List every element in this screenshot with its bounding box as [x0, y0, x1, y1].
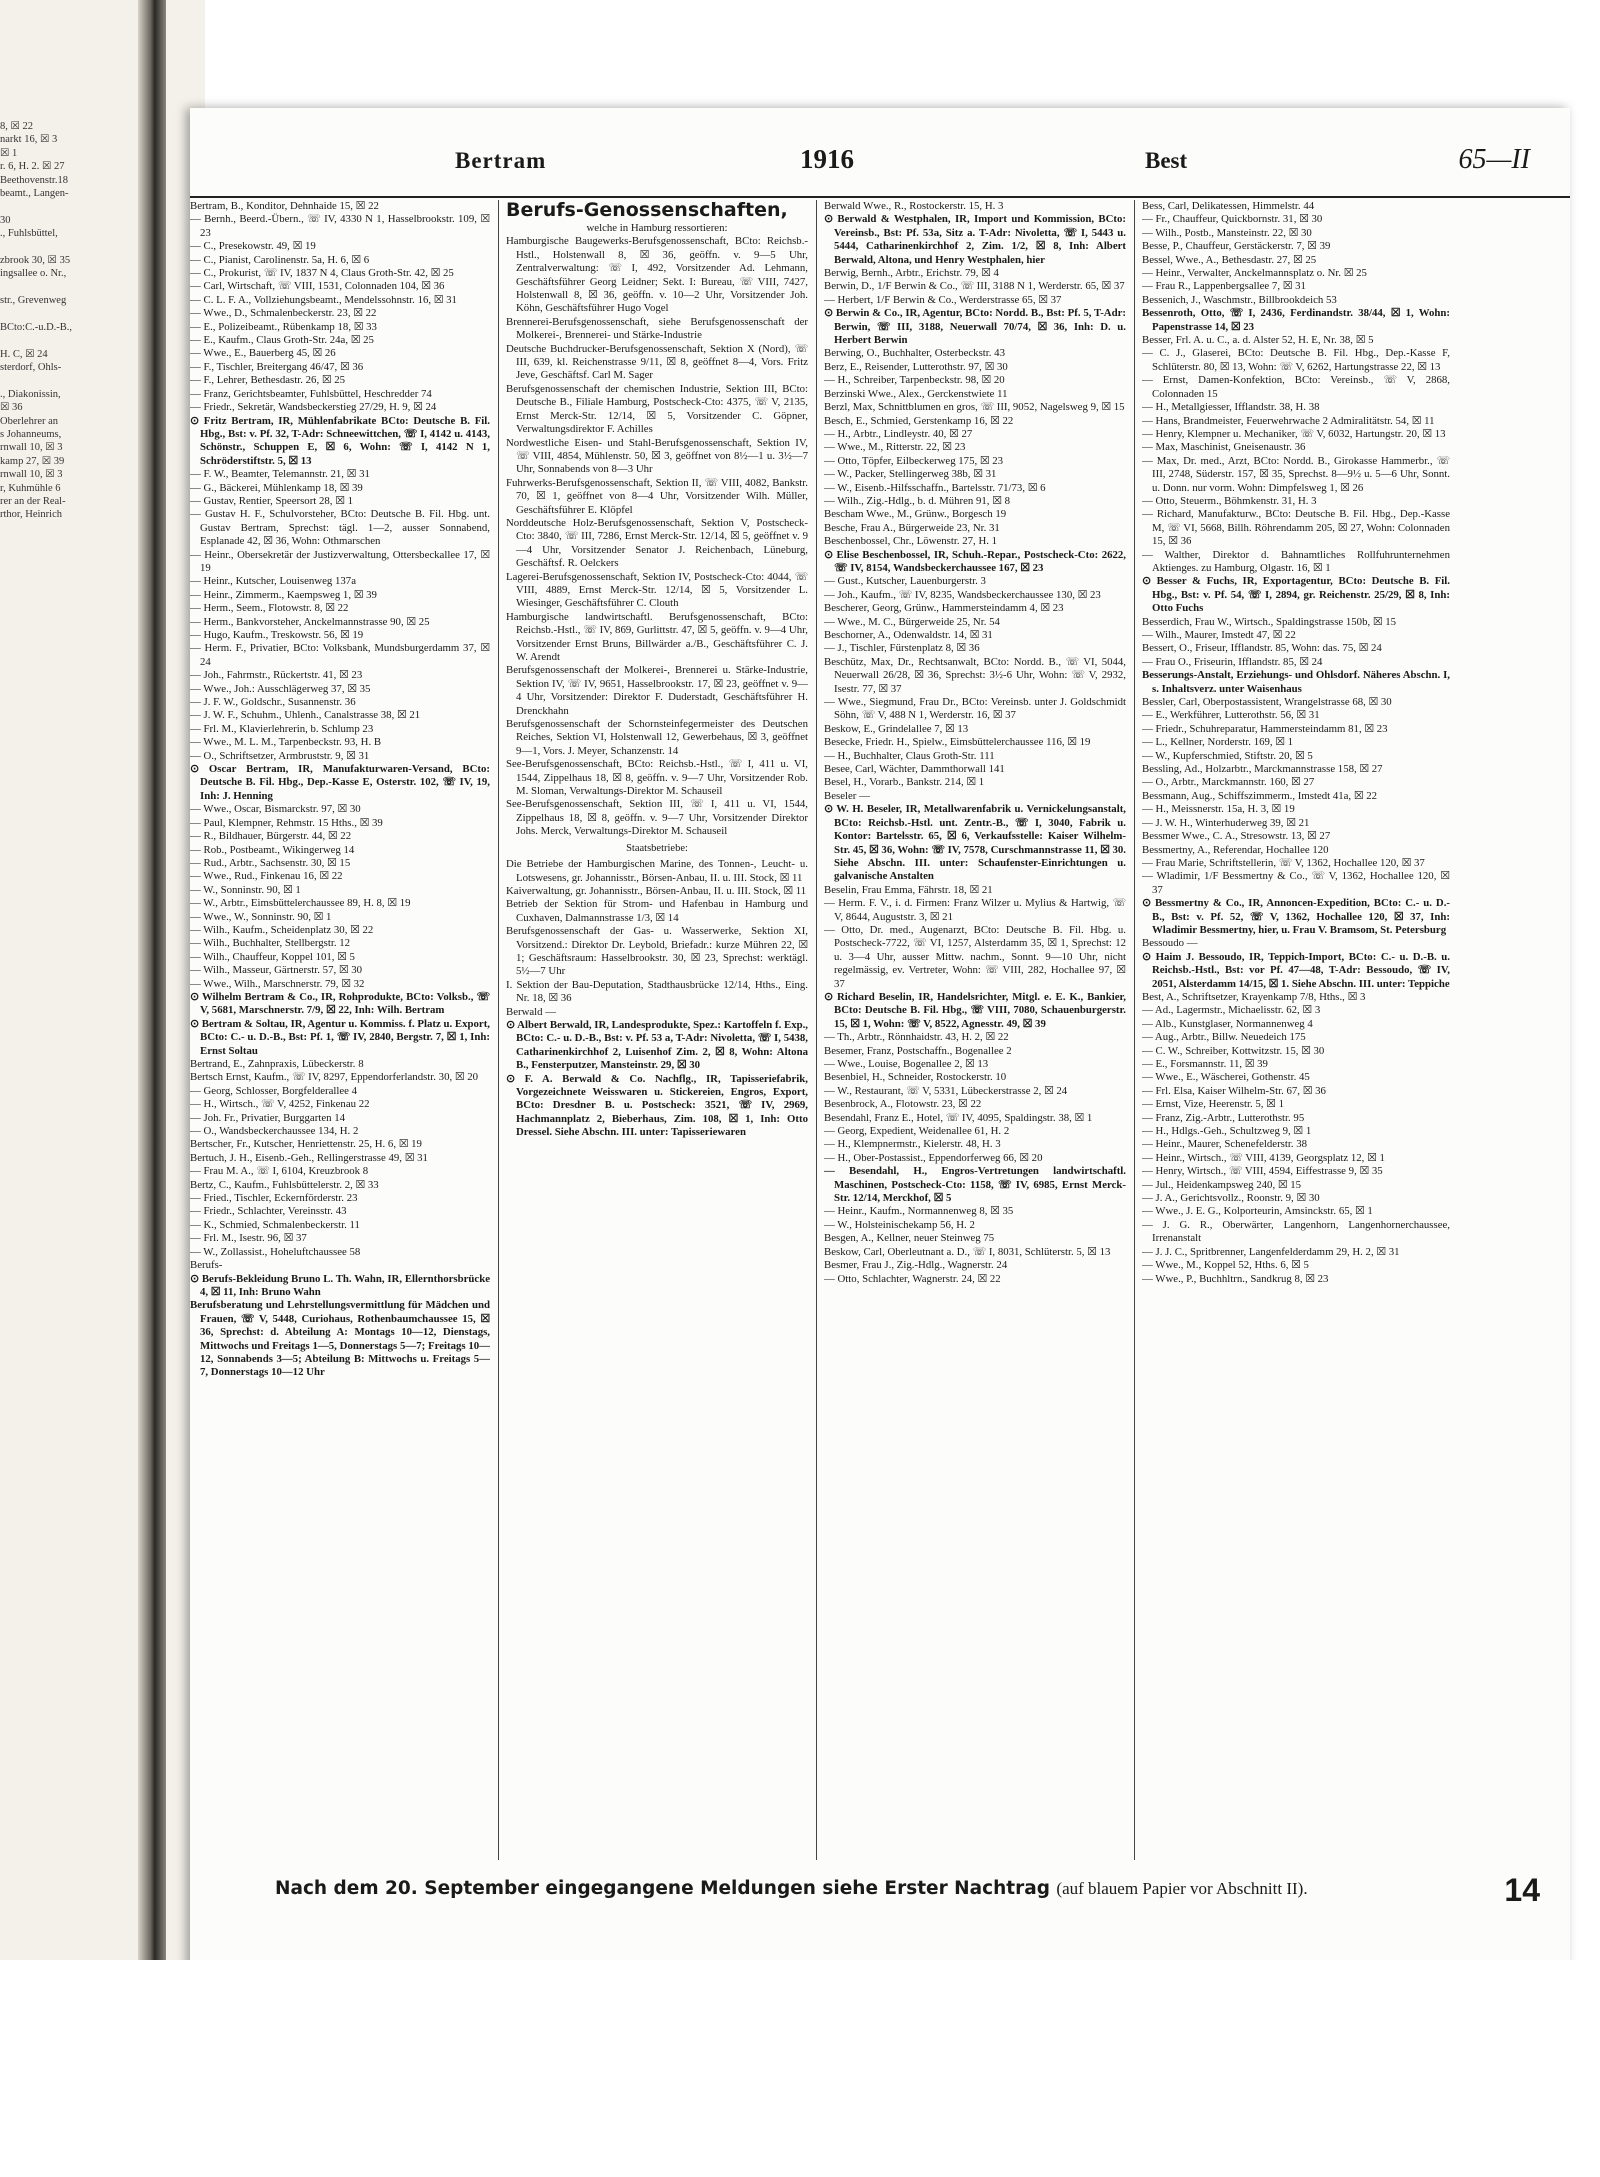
- directory-entry: — E., Werkführer, Lutterothstr. 56, ☒ 31: [1142, 709, 1320, 722]
- directory-entry: Lagerei-Berufsgenossenschaft, Sektion IV, Postscheck-Cto: 4044, ☏ VIII, 4889, Ernst Merck-Str. 12/14, ☒ 5, Vorsitzender L. Wiesinger, Geschäftsführer C. Clouth: [506, 570, 808, 610]
- directory-entry: Hamburgische landwirtschaftl. Berufsgenossenschaft, BCto: Reichsb.-Hstl., ☏ IV, 869, Gurlittstr. 47, ☒ 5, geöffn. v. 9—4 Uhr, Vorsitzender Ernst Bruns, Billwärder a./B., Geschäftsführer C. J. W. Arendt: [506, 610, 808, 663]
- left-page-line: [0, 200, 135, 213]
- directory-entry: — Herbert, 1/F Berwin & Co., Werderstrasse 65, ☒ 37: [824, 293, 1062, 306]
- directory-entry: — Wwe., Wilh., Marschnerstr. 79, ☒ 32: [190, 977, 365, 990]
- directory-entry: — C. J., Glaserei, BCto: Deutsche B. Fil. Hbg., Dep.-Kasse F, Schlüterstr. 80, ☒ 13, Wohn: ☏ V, 6262, Hartungstrasse 22, ☒ 13: [1142, 347, 1450, 373]
- directory-entry: — Herm. F. V., i. d. Firmen: Franz Wilzer u. Mylius & Hartwig, ☏ V, 8644, Auguststr. 3, ☒ 21: [824, 897, 1126, 923]
- left-page-line: [0, 307, 135, 320]
- directory-entry: — Besendahl, H., Engros-Vertretungen landwirtschaftl. Maschinen, Postscheck-Cto: 1158, ☏ IV, 6985, Ernst Merck-Str. 12/14, Merckhof, ☒ 5: [824, 1165, 1126, 1205]
- directory-entry: — Gustav H. F., Schulvorsteher, BCto: Deutsche B. Fil. Hbg. unt. Gustav Bertram, Sprechst: tägl. 1—2, ausser Sonnabend, Esplanade 42, ☒ 36, Wohn: Othmarschen: [190, 508, 490, 548]
- directory-entry: — Wwe., M. C., Bürgerweide 25, Nr. 54: [824, 615, 1000, 628]
- directory-entry: — F., Tischler, Breitergang 46/47, ☒ 36: [190, 360, 364, 373]
- directory-entry: — Otto, Dr. med., Augenarzt, BCto: Deutsche B. Fil. Hbg. u. Postscheck-7722, ☏ VI, 1257, Alsterdamm 35, ☒ 1, Sprechst: 12 u. 3—4 Uhr, ausser Mittw. nachm., Sonnt. 9—10 Uhr, nicht regelmässig, ev. Vertreter, Wohn: ☏ VIII, 282, Hochallee 97, ☒ 37: [824, 923, 1126, 990]
- directory-entry: ⊙ Wilhelm Bertram & Co., IR, Rohprodukte, BCto: Volksb., ☏ V, 5681, Marschnerstr. 7/9, ☒ 22, Inh: Wilh. Bertram: [190, 990, 490, 1017]
- directory-entry: — C., Prokurist, ☏ IV, 1837 N 4, Claus Groth-Str. 42, ☒ 25: [190, 267, 454, 280]
- directory-entry: — W., Zollassist., Hoheluftchaussee 58: [190, 1245, 361, 1258]
- directory-entry: Bessmertny, A., Referendar, Hochallee 120: [1142, 843, 1329, 856]
- directory-entry: — H., Metallgiesser, Ifflandstr. 38, H. 38: [1142, 401, 1320, 414]
- directory-entry: — Heinr., Kutscher, Louisenweg 137a: [190, 575, 356, 588]
- section-subtitle: welche in Hamburg ressortieren:: [586, 222, 728, 234]
- directory-entry: Besch, E., Schmied, Gerstenkamp 16, ☒ 22: [824, 414, 1014, 427]
- directory-entry: ⊙ Berwald & Westphalen, IR, Import und Kommission, BCto: Vereinsb., Bst: Pf. 53a, Sitz a. T-Adr: Nivoletta, ☏ I, 5443 u. 5444, Catharinenkirchhof 2, Zim. 1/2, ☒ 8, Inh: Albert Berwald, Altona, und Henry Westphalen, hier: [824, 213, 1126, 266]
- supplement-note: [275, 1878, 1308, 1899]
- directory-entry: — Wwe., M., Koppel 52, Hths. 6, ☒ 5: [1142, 1259, 1309, 1272]
- directory-entry: Hamburgische Baugewerks-Berufsgenossenschaft, BCto: Reichsb.-Hstl., Holstenwall 8, ☒ 36, geöffn. v. 9—5 Uhr, Zentralverwaltung: ☏ I, 492, Vorsitzender Ad. Lehmann, Geschäftsführer Georg Leidner; Sekt. I: Bureau, ☏ VIII, 7427, Holstenwall 8, ☒ 36, geöffn. v. 10—2 Uhr, Vorsitzender Joh. Köhn, Geschäftsführer Hugo Vogel: [506, 235, 808, 315]
- column-2-entries: [506, 235, 808, 1139]
- directory-entry: See-Berufsgenossenschaft, Sektion III, ☏ I, 411 u. VI, 1544, Zippelhaus 18, ☒ 8, geöffn. v. 9—7 Uhr, Vorsitzender Direktor Johs. Merck, Verwaltungs-Direktor M. Schauseil: [506, 798, 808, 838]
- directory-entry: — H., Ober-Postassist., Eppendorferweg 66, ☒ 20: [824, 1151, 1043, 1164]
- directory-entry: — Herm., Bankvorsteher, Anckelmannstrasse 90, ☒ 25: [190, 615, 430, 628]
- directory-entry: Beskow, E., Grindelallee 7, ☒ 13: [824, 722, 969, 735]
- directory-entry: ⊙ F. A. Berwald & Co. Nachflg., IR, Tapisseriefabrik, Vorgezeichnete Weisswaren u. Stickereien, Engros, Export, BCto: Dresdner B. u. Postscheck: 3521, ☏ IV, 2969, Hachmannplatz 2, Bieberhaus, Zim. 108, ☒ 1, Inh: Otto Dressel. Siehe Abschn. III. unter: Tapisseriewaren: [506, 1072, 808, 1139]
- header-year: 1916: [800, 144, 854, 174]
- left-page-line: ☒ 36: [0, 402, 23, 414]
- column-1: [190, 200, 490, 1860]
- directory-entry: — Rob., Postbeamt., Wikingerweg 14: [190, 843, 355, 856]
- directory-entry: Kaiverwaltung, gr. Johannisstr., Börsen-Anbau, II. u. III. Stock, ☒ 11: [506, 884, 807, 897]
- directory-entry: — Joh., Kaufm., ☏ IV, 8235, Wandsbeckerchaussee 130, ☒ 23: [824, 588, 1101, 601]
- directory-entry: Berwald —: [506, 1005, 557, 1018]
- directory-entry: — Joh., Fahrmstr., Rückertstr. 41, ☒ 23: [190, 669, 363, 682]
- directory-entry: — H., Klempnermstr., Kielerstr. 48, H. 3: [824, 1138, 1001, 1151]
- directory-entry: Berufsgenossenschaft der Schornsteinfegermeister des Deutschen Reiches, Sektion VI, Holstenwall 12, Gewerbehaus, ☒ 3, geöffnet 9—1, Vors. J. Meyer, Schanzenstr. 14: [506, 718, 808, 757]
- directory-entry: — Henry, Klempner u. Mechaniker, ☏ V, 6032, Hartungstr. 20, ☒ 13: [1142, 427, 1446, 440]
- directory-entry: — Hugo, Kaufm., Treskowstr. 56, ☒ 19: [190, 629, 364, 641]
- directory-entry: Die Betriebe der Hamburgischen Marine, des Tonnen-, Leucht- u. Lotswesens, gr. Johannisstr., Börsen-Anbau, II. u. III. Stock, ☒ 11: [506, 858, 808, 884]
- directory-entry: Besgen, A., Kellner, neuer Steinweg 75: [824, 1232, 995, 1245]
- directory-entry: — E., Polizeibeamt., Rübenkamp 18, ☒ 33: [190, 320, 377, 333]
- directory-entry: Brennerei-Berufsgenossenschaft, siehe Berufsgenossenschaft der Molkerei-, Brennerei- und Stärke-Industrie: [506, 315, 808, 342]
- directory-entry: ⊙ Berufs-Bekleidung Bruno L. Th. Wahn, IR, Ellernthorsbrücke 4, ☒ 11, Inh: Bruno Wahn: [190, 1272, 490, 1298]
- directory-entry: Berwald Wwe., R., Rostockerstr. 15, H. 3: [824, 200, 1004, 212]
- directory-entry: — C. L. F. A., Vollziehungsbeamt., Mendelssohnstr. 16, ☒ 31: [190, 293, 457, 306]
- directory-entry: — O., Arbtr., Marckmannstr. 160, ☒ 27: [1142, 776, 1315, 789]
- directory-entry: — W., Arbtr., Eimsbüttelerchaussee 89, H. 8, ☒ 19: [190, 897, 411, 910]
- directory-entry: — Frau M. A., ☏ I, 6104, Kreuzbrook 8: [190, 1165, 369, 1178]
- directory-entry: — Wwe., Oscar, Bismarckstr. 97, ☒ 30: [190, 803, 361, 816]
- left-page-line: Oberlehrer an: [0, 415, 59, 427]
- directory-entry: — Frl. M., Klavierlehrerin, b. Schlump 23: [190, 722, 374, 735]
- directory-entry: Berz, E., Reisender, Lutterothstr. 97, ☒ 30: [824, 360, 1008, 373]
- directory-entry: ⊙ Elise Beschenbossel, IR, Schuh.-Repar., Postscheck-Cto: 2622, ☏ IV, 8154, Wandsbeckerchaussee 167, ☒ 23: [824, 548, 1126, 574]
- directory-entry: — Heinr., Zimmerm., Kaempsweg 1, ☒ 39: [190, 588, 377, 601]
- page-header: [190, 144, 1570, 188]
- directory-entry: Bertscher, Fr., Kutscher, Henriettenstr. 25, H. 6, ☒ 19: [190, 1138, 422, 1151]
- directory-entry: Besserdich, Frau W., Wirtsch., Spaldingstrasse 150b, ☒ 15: [1142, 615, 1397, 628]
- directory-entry: — Frau Marie, Schriftstellerin, ☏ V, 1362, Hochallee 120, ☒ 37: [1142, 856, 1425, 869]
- directory-entry: — W., Kupferschmied, Stiftstr. 20, ☒ 5: [1142, 749, 1313, 762]
- directory-entry: — Frau R., Lappenbergsallee 7, ☒ 31: [1142, 280, 1306, 293]
- gutter-shadow: [138, 0, 166, 1960]
- directory-entry: — Gust., Kutscher, Lauenburgerstr. 3: [824, 575, 986, 588]
- directory-entry: — W., Holsteinischekamp 56, H. 2: [824, 1218, 975, 1231]
- left-page-line: 30: [0, 214, 11, 226]
- columns: [190, 200, 1570, 1860]
- directory-entry: — Heinr., Maurer, Schenefelderstr. 38: [1142, 1138, 1308, 1151]
- directory-entry: Beschenbossel, Chr., Löwenstr. 27, H. 1: [824, 535, 998, 548]
- directory-entry: — K., Schmied, Schmalenbeckerstr. 11: [190, 1218, 360, 1231]
- directory-entry: ⊙ Fritz Bertram, IR, Mühlenfabrikate BCto: Deutsche B. Fil. Hbg., Bst: v. Pf. 32, T-Adr: Schneewittchen, ☏ I, 4142 u. 4143, Schönstr., Schuppen E, ☒ 6, Wohn: ☏ I, 4142 N 1, Schröderstiftstr. 5, ☒ 13: [190, 414, 490, 467]
- directory-entry: Norddeutsche Holz-Berufsgenossenschaft, Sektion V, Postscheck-Cto: 3840, ☏ III, 7286, Ernst Merck-Str. 12/14, ☒ 5, geöffnet v. 9—4 Uhr, Vorsitzender Senator J. Reichenbach, Lüneburg, Geschäftsf. R. Oelckers: [506, 516, 808, 570]
- directory-entry: — Franz, Gerichtsbeamter, Fuhlsbüttel, Heschredder 74: [190, 387, 432, 400]
- left-page-line: r. 6, H. 2. ☒ 27: [0, 161, 65, 173]
- directory-entry: — Wilh., Maurer, Imstedt 47, ☒ 22: [1142, 629, 1296, 641]
- left-page-line: H. C, ☒ 24: [0, 348, 48, 360]
- directory-entry: Berufsgenossenschaft der Molkerei-, Brennerei u. Stärke-Industrie, Sektion IV, ☏ IV, 9651, Hasselbrookstr. 17, ☒ 23, geöffnet v. 9—4 Uhr, Vorsitzender: Direktor F. Duderstadt, Geschäftsführer H. Drenckhahn: [506, 664, 808, 717]
- directory-entry: — H., Arbtr., Lindleystr. 40, ☒ 27: [824, 427, 973, 440]
- directory-entry: — Wwe., P., Buchhltrn., Sandkrug 8, ☒ 23: [1142, 1272, 1329, 1285]
- directory-entry: — Wwe., D., Schmalenbeckerstr. 23, ☒ 22: [190, 307, 377, 320]
- directory-entry: — Heinr., Verwalter, Anckelmannsplatz o. Nr. ☒ 25: [1142, 267, 1367, 280]
- directory-entry: Bertram, B., Konditor, Dehnhaide 15, ☒ 22: [190, 200, 379, 212]
- directory-entry: — H., Meissnerstr. 15a, H. 3, ☒ 19: [1142, 803, 1295, 816]
- directory-entry: Berufsgenossenschaft der Gas- u. Wasserwerke, Sektion XI, Vorsitzend.: Direktor Dr. Leybold, Briefadr.: kurze Mühren 22, ☒ 1; Geschäftsraum: Hasselbrookstr. 30, ☒ 23, Sprechst: werktägl. 5½—7 Uhr: [506, 925, 808, 978]
- directory-entry: — Ernst, Damen-Konfektion, BCto: Vereinsb., ☏ V, 2868, Colonnaden 15: [1142, 374, 1450, 400]
- directory-entry: — H., Schreiber, Tarpenbeckstr. 98, ☒ 20: [824, 374, 1005, 387]
- directory-entry: — Friedr., Schuhreparatur, Hammersteindamm 81, ☒ 23: [1142, 722, 1388, 735]
- directory-entry: — Friedr., Sekretär, Wandsbeckerstieg 27/29, H. 9, ☒ 24: [190, 401, 437, 414]
- directory-entry: Besmer, Frau J., Zig.-Hdlg., Wagnerstr. 24: [824, 1259, 1008, 1272]
- directory-entry: Beselin, Frau Emma, Fährstr. 18, ☒ 21: [824, 883, 993, 896]
- directory-entry: Besecke, Friedr. H., Spielw., Eimsbüttelerchaussee 116, ☒ 19: [824, 736, 1091, 749]
- directory-entry: Beschorner, A., Odenwaldstr. 14, ☒ 31: [824, 629, 993, 641]
- directory-entry: — W., Eisenb.-Hilfsschaffn., Bartelsstr. 71/73, ☒ 6: [824, 481, 1046, 494]
- directory-entry: — Fr., Chauffeur, Quickbornstr. 31, ☒ 30: [1142, 213, 1323, 226]
- directory-entry: — C., Presekowstr. 49, ☒ 19: [190, 240, 316, 253]
- left-page-line: sterdorf, Ohls-: [0, 362, 62, 374]
- left-page-line: r, Kuhmühle 6: [0, 482, 61, 494]
- directory-entry: — Wwe., E., Wäscherei, Gothenstr. 45: [1142, 1071, 1310, 1084]
- directory-entry: — L., Kellner, Norderstr. 169, ☒ 1: [1142, 736, 1294, 749]
- left-page-line: zbrook 30, ☒ 35: [0, 254, 71, 266]
- directory-entry: — Otto, Steuerm., Böhmkenstr. 31, H. 3: [1142, 494, 1317, 507]
- directory-entry: — Wwe., W., Sonninstr. 90, ☒ 1: [190, 910, 332, 923]
- directory-entry: Besserungs-Anstalt, Erziehungs- und Ohlsdorf. Näheres Abschn. I, s. Inhaltsverz. unter Waisenhaus: [1142, 669, 1450, 695]
- left-page-line: BCto:C.-u.D.-B.,: [0, 321, 73, 333]
- directory-entry: — C., Pianist, Carolinenstr. 5a, H. 6, ☒ 6: [190, 253, 370, 266]
- directory-entry: Beschütz, Max, Dr., Rechtsanwalt, BCto: Nordd. B., ☏ VI, 5044, Neuerwall 26/28, ☒ 36, Sprechst: 3½-6 Uhr, Wohn: ☏ V, 2932, Isestr. 77, ☒ 37: [824, 655, 1126, 695]
- directory-entry: — E., Forsmannstr. 11, ☒ 39: [1142, 1058, 1268, 1070]
- left-page-line: ingsallee o. Nr.,: [0, 268, 67, 280]
- header-left-word: Bertram: [455, 148, 547, 173]
- left-page-line: ., Diakonissin,: [0, 388, 61, 400]
- directory-entry: ⊙ Oscar Bertram, IR, Manufakturwaren-Versand, BCto: Deutsche B. Fil. Hbg., Dep.-Kasse E, Osterstr. 102, ☏ IV, 19, Inh: J. Henning: [190, 763, 490, 802]
- directory-entry: — Fried., Tischler, Eckernförderstr. 23: [190, 1192, 358, 1205]
- directory-entry: — J. F. W., Goldschr., Susannenstr. 36: [190, 696, 356, 709]
- left-page-line: [0, 281, 135, 294]
- directory-entry: — Wwe., E., Bauerberg 45, ☒ 26: [190, 347, 336, 360]
- left-page-line: [0, 334, 135, 347]
- directory-entry: ⊙ Richard Beselin, IR, Handelsrichter, Mitgl. e. E. K., Bankier, BCto: Deutsche B. Fil. Hbg., ☏ VIII, 7080, Schauenburgerstr. 15, ☒ 1, Wohn: ☏ V, 8522, Agnesstr. 49, ☒ 39: [824, 990, 1126, 1030]
- directory-entry: — Hans, Brandmeister, Feuerwehrwache 2 Admiralitätstr. 54, ☒ 11: [1142, 414, 1435, 427]
- directory-entry: Besser, Frl. A. u. C., a. d. Alster 52, H. E, Nr. 38, ☒ 5: [1142, 334, 1374, 347]
- directory-entry: Fuhrwerks-Berufsgenossenschaft, Sektion II, ☏ VIII, 4082, Bankstr. 70, ☒ 1, geöffnet von 8—4 Uhr, Vorsitzender Wilh. Müller, Geschäftsführer E. Klöpfel: [506, 476, 808, 516]
- directory-entry: Betrieb der Sektion für Strom- und Hafenbau in Hamburg und Cuxhaven, Dalmannstrasse 1/3, ☒ 14: [506, 898, 808, 924]
- directory-entry: — Richard, Manufakturw., BCto: Deutsche B. Fil. Hbg., Dep.-Kasse M, ☏ VI, 5668, Billh. Röhrendamm 205, ☒ 27, Wohn: Colonnaden 15, ☒ 36: [1142, 508, 1450, 548]
- directory-entry: — Wilh., Masseur, Gärtnerstr. 57, ☒ 30: [190, 964, 363, 977]
- directory-entry: Beseler —: [824, 789, 870, 802]
- directory-entry: — Max, Dr. med., Arzt, BCto: Nordd. B., Girokasse Hammerbr., ☏ III, 2748, Süderstr. 157, ☒ 35, Sprechst. 8—9½ u. 5—6 Uhr, Sonnt. u. Donn. nur vorm. Wohn: Dimpfelsweg 1, ☒ 26: [1142, 454, 1450, 494]
- directory-entry: — Wilh., Chauffeur, Koppel 101, ☒ 5: [190, 950, 355, 963]
- directory-entry: ⊙ Bertram & Soltau, IR, Agentur u. Kommiss. f. Platz u. Export, BCto: C.- u. D.-B., Bst: Pf. 1, ☏ IV, 2840, Bergstr. 7, ☒ 1, Inh: Ernst Soltau: [190, 1017, 490, 1057]
- directory-entry: — Herm. F., Privatier, BCto: Volksbank, Mundsburgerdamm 37, ☒ 24: [190, 642, 490, 668]
- directory-entry: — H., Buchhalter, Claus Groth-Str. 111: [824, 749, 995, 762]
- directory-entry: — R., Bildhauer, Bürgerstr. 44, ☒ 22: [190, 830, 352, 843]
- directory-entry: Beskow, Carl, Oberleutnant a. D., ☏ I, 8031, Schlüterstr. 5, ☒ 13: [824, 1245, 1111, 1258]
- directory-page: [190, 108, 1570, 2008]
- directory-entry: — Wwe., Rud., Finkenau 16, ☒ 22: [190, 870, 343, 883]
- directory-entry: Bessenich, J., Waschmstr., Billbrookdeich 53: [1142, 293, 1337, 306]
- directory-entry: Bescherer, Georg, Grünw., Hammersteindamm 4, ☒ 23: [824, 602, 1064, 615]
- left-page-line: rnwall 10, ☒ 3: [0, 442, 63, 454]
- directory-entry: — Th., Arbtr., Rönnhaidstr. 43, H. 2, ☒ 22: [824, 1031, 1009, 1044]
- directory-entry: ⊙ Albert Berwald, IR, Landesprodukte, Spez.: Kartoffeln f. Exp., BCto: C.- u. D.-B., Bst: v. Pf. 53 a, T-Adr: Nivoletta, ☏ I, 5438, Catharinenkirchhof 2, Luisenhof Zim. 2, ☒ 8, Wohn: Altona B., Fensterputzer, Mansteinstr. 29, ☒ 30: [506, 1018, 808, 1072]
- directory-entry: — Franz, Zig.-Arbtr., Lutterothstr. 95: [1142, 1111, 1305, 1124]
- directory-entry: — Wwe., Siegmund, Frau Dr., BCto: Vereinsb. unter J. Goldschmidt Söhn, ☏ V, 488 N 1, Werderstr. 16, ☒ 37: [824, 696, 1126, 722]
- directory-entry: — J. G. R., Oberwärter, Langenhorn, Langenhornerchaussee, Irrenanstalt: [1142, 1218, 1450, 1245]
- directory-entry: — Aug., Arbtr., Billw. Neuedeich 175: [1142, 1031, 1306, 1044]
- directory-entry: Besemer, Franz, Postschaffn., Bogenallee 2: [824, 1044, 1012, 1057]
- directory-entry: ⊙ Haim J. Bessoudo, IR, Teppich-Import, BCto: C.- u. D.-B. u. Reichsb.-Hstl., Bst: vor Pf. 47—48, T-Adr: Bessoudo, ☏ IV, 2051, Alsterdamm 14/15, ☒ 1. Siehe Abschn. III. unter: Teppiche: [1142, 950, 1450, 990]
- left-page-text: [0, 120, 135, 522]
- directory-entry: — J. W. H., Winterhuderweg 39, ☒ 21: [1142, 816, 1310, 829]
- directory-entry: — E., Kaufm., Claus Groth-Str. 24a, ☒ 25: [190, 334, 374, 347]
- page-footer: [190, 1872, 1570, 1918]
- directory-entry: — Rud., Arbtr., Sachsenstr. 30, ☒ 15: [190, 856, 351, 869]
- supplement-note-bold: Nach dem 20. September eingegangene Meldungen siehe Erster Nachtrag: [275, 1878, 1050, 1899]
- left-page-line: rer an der Real-: [0, 495, 66, 507]
- column-4: [1142, 200, 1450, 1860]
- directory-entry: — Frl. Elsa, Kaiser Wilhelm-Str. 67, ☒ 36: [1142, 1084, 1326, 1097]
- directory-entry: — Heinr., Wirtsch., ☏ VIII, 4139, Georgsplatz 12, ☒ 1: [1142, 1151, 1385, 1164]
- left-page-line: narkt 16, ☒ 3: [0, 134, 58, 146]
- directory-entry: Berzl, Max, Schnittblumen en gros, ☏ III, 9052, Nagelsweg 9, ☒ 15: [824, 401, 1125, 414]
- directory-entry: — H., Hdlgs.-Geh., Schultzweg 9, ☒ 1: [1142, 1125, 1312, 1138]
- directory-entry: — C. W., Schreiber, Kottwitzstr. 15, ☒ 30: [1142, 1044, 1325, 1057]
- directory-entry: — Heinr., Kaufm., Normannenweg 8, ☒ 35: [824, 1205, 1014, 1218]
- left-page-line: ., Fuhlsbüttel,: [0, 228, 58, 240]
- directory-entry: Berzinski Wwe., Alex., Gerckenstwiete 11: [824, 387, 1008, 400]
- directory-entry: Bessling, Ad., Holzarbtr., Marckmannstrasse 158, ☒ 27: [1142, 763, 1383, 776]
- directory-entry: — Alb., Kunstglaser, Normannenweg 4: [1142, 1017, 1313, 1030]
- directory-entry: — O., Schriftsetzer, Armbruststr. 9, ☒ 31: [190, 749, 370, 762]
- directory-entry: Bess, Carl, Delikatessen, Himmelstr. 44: [1142, 200, 1315, 212]
- supplement-note-plain: (auf blauem Papier vor Abschnitt II).: [1056, 1879, 1308, 1898]
- directory-entry: — F. W., Beamter, Telemannstr. 21, ☒ 31: [190, 468, 370, 481]
- directory-entry: — Frau O., Friseurin, Ifflandstr. 85, ☒ 24: [1142, 655, 1323, 668]
- directory-entry: Besenbiel, H., Schneider, Rostockerstr. 10: [824, 1071, 1007, 1084]
- directory-entry: Berufsberatung und Lehrstellungsvermittlung für Mädchen und Frauen, ☏ V, 5448, Curiohaus, Rothenbaumchaussee 15, ☒ 36, Sprechst: d. Abteilung A: Montags 10—12, Dienstags, Mittwochs und Freitags 1—5, Donnerstags 5—7; Freitags 10—12, Sonnabends 3—5; Abteilung B: Mittwochs u. Freitags 5—7, Donnerstags 10—12 Uhr: [190, 1299, 490, 1379]
- column-divider: [816, 200, 817, 1860]
- directory-entry: Berwing, O., Buchhalter, Osterbeckstr. 43: [824, 347, 1005, 360]
- directory-entry: — J. W. F., Schuhm., Uhlenh., Canalstrasse 38, ☒ 21: [190, 709, 421, 722]
- left-page-line: Beethovenstr.18: [0, 174, 68, 186]
- directory-entry: ⊙ Berwin & Co., IR, Agentur, BCto: Nordd. B., Bst: Pf. 5, T-Adr: Berwin, ☏ III, 3188, Neuerwall 70/74, ☒ 36, Inh: D. u. Herbert Berwin: [824, 307, 1126, 347]
- left-page-line: rthor, Heinrich: [0, 509, 62, 521]
- directory-entry: Deutsche Buchdrucker-Berufsgenossenschaft, Sektion X (Nord), ☏ III, 639, kl. Reichenstrasse 9/11, ☒ 8, geöffnet 8—4, Vors. Fritz Jeve, Geschäftsf. Carl M. Sager: [506, 342, 808, 382]
- directory-entry: — Henry, Wirtsch., ☏ VIII, 4594, Eiffestrasse 9, ☒ 35: [1142, 1165, 1383, 1178]
- directory-entry: — Wwe., J. E. G., Kolporteurin, Amsinckstr. 65, ☒ 1: [1142, 1205, 1373, 1218]
- directory-entry: Bertsch Ernst, Kaufm., ☏ IV, 8297, Eppendorferlandstr. 30, ☒ 20: [190, 1071, 479, 1084]
- directory-entry: See-Berufsgenossenschaft, BCto: Reichsb.-Hstl., ☏ I, 411 u. VI, 1544, Zippelhaus 18, ☒ 8, geöffn. v. 9—7 Uhr, Vorsitzender Rob. M. Sloman, Verwaltungs-Direktor M. Schauseil: [506, 758, 808, 798]
- directory-entry: — W., Packer, Stellingerweg 38b, ☒ 31: [824, 468, 997, 481]
- directory-entry: Besee, Carl, Wächter, Dammthorwall 141: [824, 763, 1005, 776]
- directory-entry: Nordwestliche Eisen- und Stahl-Berufsgenossenschaft, Sektion IV, ☏ VIII, 4854, Mühlenstr. 50, ☒ 3, geöffnet von 8½—1 u. 3½—7 Uhr, Sonnabends von 8—3 Uhr: [506, 436, 808, 476]
- directory-entry: Berufsgenossenschaft der chemischen Industrie, Sektion III, BCto: Deutsche B., Filiale Hamburg, Postscheck-Cto: 4375, ☏ V, 2135, Ernst Merck-Str. 12/14, ☒ 5, Vorsitzender C. Göpner, Verwaltungsdirektor F. Achilles: [506, 382, 808, 436]
- directory-entry: Bessel, Wwe., A., Bethesdastr. 27, ☒ 25: [1142, 253, 1317, 266]
- left-page-line: str., Grevenweg: [0, 295, 67, 307]
- directory-entry: — H., Wirtsch., ☏ V, 4252, Finkenau 22: [190, 1098, 370, 1111]
- directory-entry: Bessmann, Aug., Schiffszimmerm., Imstedt 41a, ☒ 22: [1142, 789, 1377, 802]
- directory-entry: — Wladimir, 1/F Bessmertny & Co., ☏ V, 1362, Hochallee 120, ☒ 37: [1142, 870, 1450, 896]
- directory-entry: — Walther, Direktor d. Bahnamtliches Rollfuhrunternehmen Aktienges. zu Hamburg, Olgastr. 16, ☒ 1: [1142, 548, 1450, 574]
- directory-entry: Bertz, C., Kaufm., Fuhlsbüttelerstr. 2, ☒ 33: [190, 1178, 379, 1191]
- directory-entry: — W., Restaurant, ☏ V, 5331, Lübeckerstrasse 2, ☒ 24: [824, 1084, 1068, 1097]
- directory-entry: Besendahl, Franz E., Hotel, ☏ IV, 4095, Spaldingstr. 38, ☒ 1: [824, 1111, 1093, 1124]
- directory-entry: — Ad., Lagermstr., Michaelisstr. 62, ☒ 3: [1142, 1004, 1321, 1017]
- directory-entry: Besenbrock, A., Flotowstr. 23, ☒ 22: [824, 1098, 982, 1111]
- left-page-line: kamp 27, ☒ 39: [0, 455, 65, 467]
- directory-entry: Berwig, Bernh., Arbtr., Erichstr. 79, ☒ 4: [824, 267, 999, 280]
- directory-entry: — Wwe., M., Ritterstr. 22, ☒ 23: [824, 441, 966, 454]
- column-divider: [498, 200, 499, 1860]
- directory-entry: Bessenroth, Otto, ☏ I, 2436, Ferdinandstr. 38/44, ☒ 1, Wohn: Papenstrasse 14, ☒ 23: [1142, 307, 1450, 333]
- directory-entry: — Max, Maschinist, Gneisenaustr. 36: [1142, 441, 1306, 454]
- directory-entry: Berufs-: [190, 1259, 223, 1272]
- directory-entry: Bessler, Carl, Oberpostassistent, Wrangelstrasse 68, ☒ 30: [1142, 696, 1392, 709]
- directory-entry: Staatsbetriebe:: [626, 842, 688, 854]
- header-page-label: 65—II: [1458, 144, 1530, 175]
- directory-entry: — Frl. M., Isestr. 96, ☒ 37: [190, 1232, 307, 1245]
- directory-entry: Best, A., Schriftsetzer, Krayenkamp 7/8, Hths., ☒ 3: [1142, 990, 1366, 1003]
- directory-entry: — Wwe., M. L. M., Tarpenbeckstr. 93, H. B: [190, 736, 382, 749]
- left-page-line: ☒ 1: [0, 147, 18, 159]
- directory-entry: — Joh. Fr., Privatier, Burggarten 14: [190, 1111, 346, 1124]
- directory-entry: — Wwe., Joh.: Ausschlägerweg 37, ☒ 35: [190, 682, 371, 695]
- directory-entry: ⊙ W. H. Beseler, IR, Metallwarenfabrik u. Vernickelungsanstalt, BCto: Reichsb.-Hstl. unt. Zentr.-B., ☏ I, 3040, Fabrik u. Kontor: Bartelsstr. 65, ☒ 6, Verkaufsstelle: Kaiser Wilhelm-Str. 45, ☒ 36, Wohn: ☏ IV, 7578, Curschmannstrasse 11, ☒ 30. Siehe Abschn. III. unter: Schaufenster-Einrichtungen u. galvanische Anstalten: [824, 803, 1126, 883]
- header-right-word: Best: [1145, 148, 1188, 173]
- directory-entry: — Ernst, Vize, Heerenstr. 5, ☒ 1: [1142, 1098, 1284, 1111]
- directory-entry: ⊙ Bessmertny & Co., IR, Annoncen-Expedition, BCto: C.- u. D.-B., Bst: v. Pf. 52, ☏ V, 1362, Hochallee 120, ☒ 37, Inh: Wladimir Bessmertny, hier, u. Frau V. Bramsom, St. Petersburg: [1142, 897, 1450, 936]
- left-page-line: rnwall 10, ☒ 3: [0, 469, 63, 481]
- column-divider: [1134, 200, 1135, 1860]
- directory-entry: — Wilh., Postb., Mansteinstr. 22, ☒ 30: [1142, 226, 1312, 239]
- directory-entry: — Wilh., Zig.-Hdlg., b. d. Mühren 91, ☒ 8: [824, 494, 1010, 507]
- directory-entry: — G., Bäckerei, Mühlenkamp 18, ☒ 39: [190, 481, 363, 494]
- directory-entry: — W., Sonninstr. 90, ☒ 1: [190, 883, 301, 896]
- section-title: Berufs-Genossenschaften,: [506, 200, 788, 221]
- directory-entry: — J. J. C., Spritbrenner, Langenfelderdamm 29, H. 2, ☒ 31: [1142, 1245, 1400, 1258]
- directory-entry: Besel, H., Vorarb., Bankstr. 214, ☒ 1: [824, 776, 985, 789]
- directory-entry: Bescham Wwe., M., Grünw., Borgesch 19: [824, 508, 1007, 521]
- directory-entry: — O., Wandsbeckerchaussee 134, H. 2: [190, 1125, 359, 1138]
- bottom-margin: [0, 1960, 1600, 2177]
- directory-entry: — Wilh., Buchhalter, Stellbergstr. 12: [190, 937, 351, 950]
- directory-entry: — Wwe., Louise, Bogenallee 2, ☒ 13: [824, 1058, 989, 1070]
- directory-entry: — Bernh., Beerd.-Übern., ☏ IV, 4330 N 1, Hasselbrookstr. 109, ☒ 23: [190, 213, 490, 239]
- column-3: [824, 200, 1126, 1860]
- directory-entry: — J., Tischler, Fürstenplatz 8, ☒ 36: [824, 642, 980, 655]
- column-2: [506, 200, 808, 1860]
- directory-entry: Berwin, D., 1/F Berwin & Co., ☏ III, 3188 N 1, Werderstr. 65, ☒ 37: [824, 280, 1125, 293]
- directory-entry: Bertrand, E., Zahnpraxis, Lübeckerstr. 8: [190, 1058, 364, 1070]
- directory-entry: — Jul., Heidenkampsweg 240, ☒ 15: [1142, 1178, 1302, 1191]
- directory-entry: Bertuch, J. H., Eisenb.-Geh., Rellingerstrasse 49, ☒ 31: [190, 1151, 428, 1164]
- directory-entry: — Georg, Schlosser, Borgfelderallee 4: [190, 1084, 358, 1097]
- book-binding: [0, 0, 205, 1960]
- directory-entry: Bessoudo —: [1142, 937, 1198, 950]
- header-rule: [190, 196, 1570, 198]
- directory-entry: — Paul, Klempner, Rehmstr. 15 Hths., ☒ 39: [190, 816, 383, 829]
- directory-entry: — F., Lehrer, Bethesdastr. 26, ☒ 25: [190, 374, 346, 387]
- directory-entry: — Heinr., Obersekretär der Justizverwaltung, Ottersbeckallee 17, ☒ 19: [190, 548, 490, 574]
- left-page-line: 8, ☒ 22: [0, 121, 34, 132]
- left-page-line: [0, 374, 135, 387]
- left-page-line: beamt., Langen-: [0, 187, 69, 199]
- directory-entry: — Herm., Seem., Flotowstr. 8, ☒ 22: [190, 602, 349, 615]
- directory-entry: — Otto, Töpfer, Eilbeckerweg 175, ☒ 23: [824, 454, 1004, 467]
- left-page-line: [0, 241, 135, 254]
- directory-entry: Besche, Frau A., Bürgerweide 23, Nr. 31: [824, 521, 1000, 534]
- directory-entry: — Friedr., Schlachter, Vereinsstr. 43: [190, 1205, 347, 1218]
- directory-entry: ⊙ Besser & Fuchs, IR, Exportagentur, BCto: Deutsche B. Fil. Hbg., Bst: v. Pf. 54, ☏ I, 2894, gr. Reichenstr. 25/29, ☒ 8, Inh: Otto Fuchs: [1142, 575, 1450, 615]
- directory-entry: Besse, P., Chauffeur, Gerstäckerstr. 7, ☒ 39: [1142, 240, 1331, 253]
- directory-entry: — J. A., Gerichtsvollz., Roonstr. 9, ☒ 30: [1142, 1192, 1320, 1205]
- directory-entry: — Carl, Wirtschaft, ☏ VIII, 1531, Colonnaden 104, ☒ 36: [190, 280, 445, 293]
- directory-entry: Bessert, O., Friseur, Ifflandstr. 85, Wohn: das. 75, ☒ 24: [1142, 642, 1382, 655]
- page-number: 14: [1504, 1872, 1540, 1908]
- directory-entry: Bessmer Wwe., C. A., Stresowstr. 13, ☒ 27: [1142, 830, 1331, 843]
- left-page-line: s Johanneums,: [0, 428, 62, 440]
- directory-entry: — Gustav, Rentier, Speersort 28, ☒ 1: [190, 494, 353, 507]
- directory-entry: — Otto, Schlachter, Wagnerstr. 24, ☒ 22: [824, 1272, 1001, 1285]
- directory-entry: I. Sektion der Bau-Deputation, Stadthausbrücke 12/14, Hths., Eing. Nr. 18, ☒ 36: [506, 978, 808, 1005]
- directory-entry: — Wilh., Kaufm., Scheidenplatz 30, ☒ 22: [190, 923, 374, 936]
- directory-entry: — Georg, Expedient, Weidenallee 61, H. 2: [824, 1125, 1010, 1138]
